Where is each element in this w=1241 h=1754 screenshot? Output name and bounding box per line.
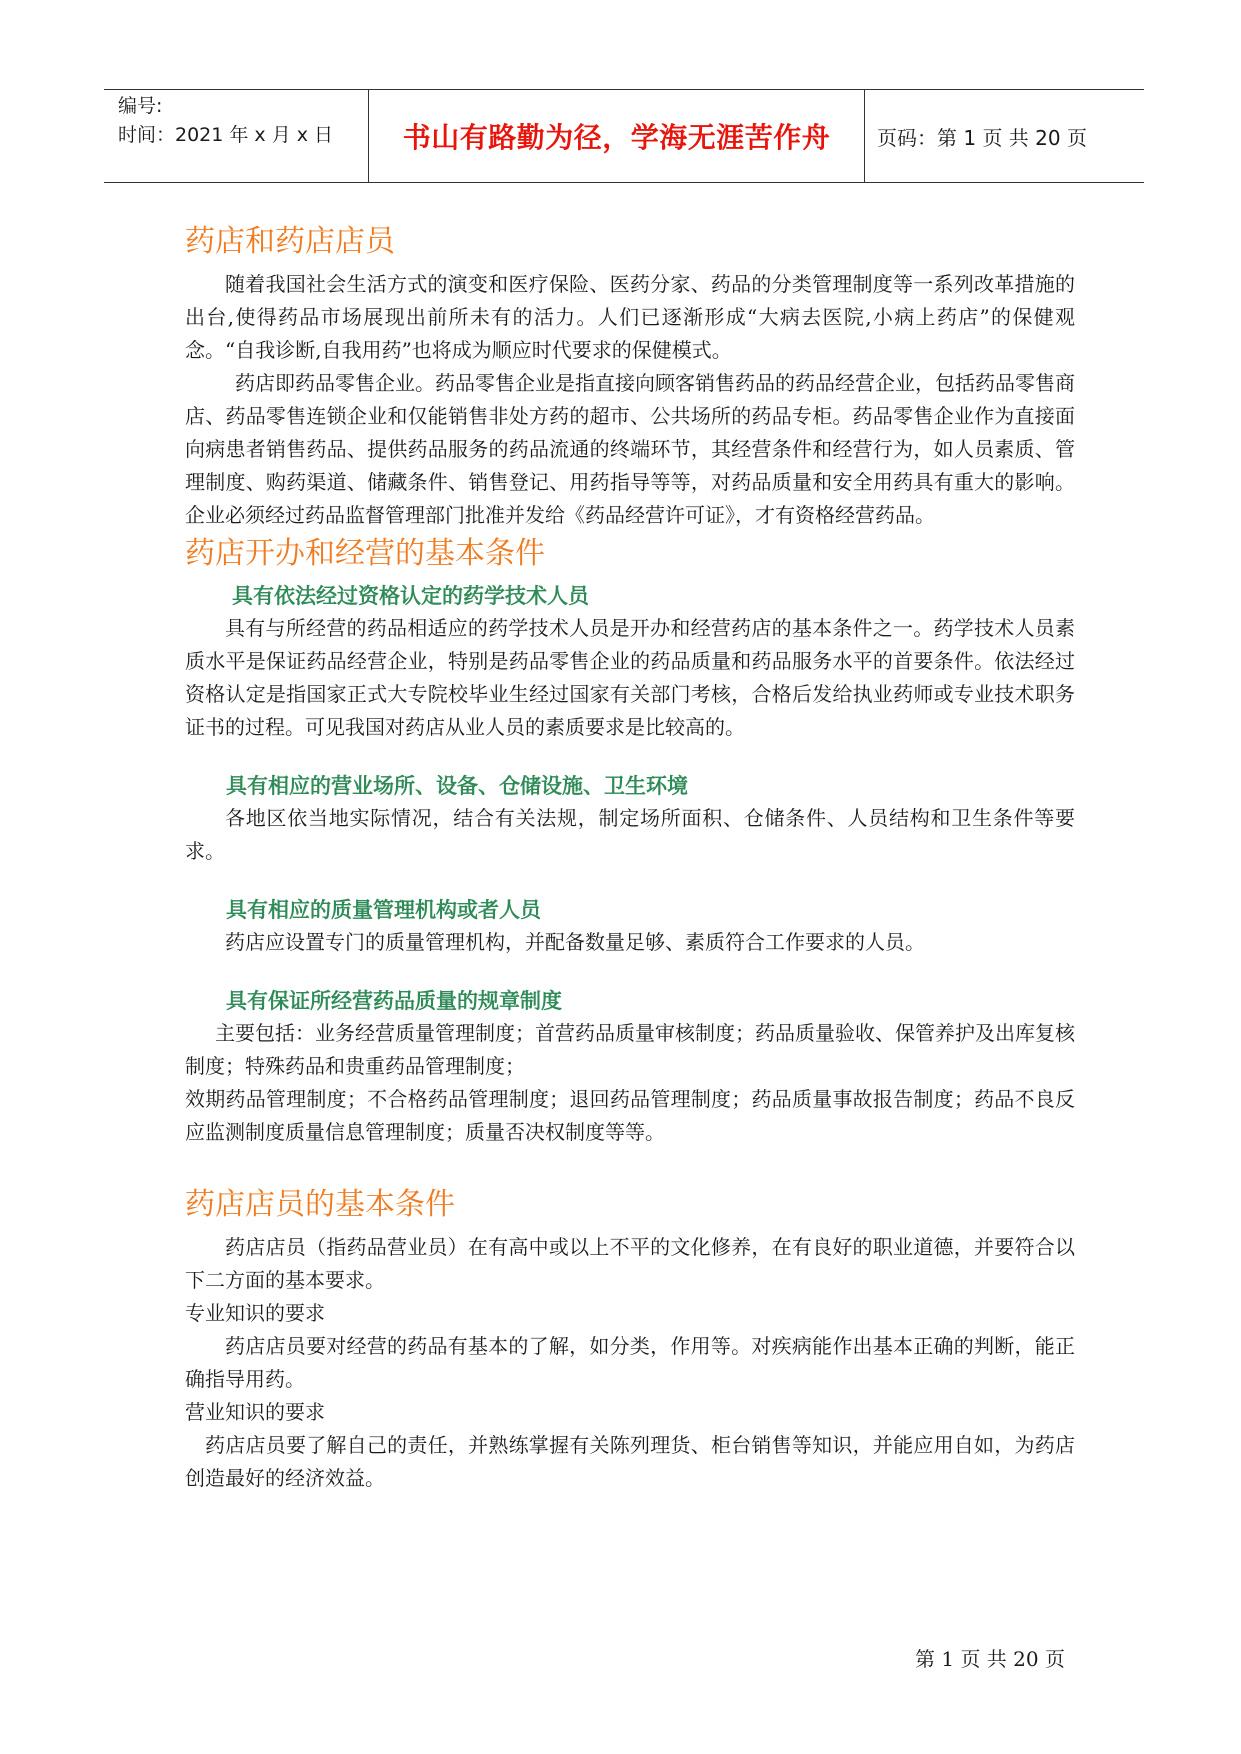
paragraph: 各地区依当地实际情况，结合有关法规，制定场所面积、仓储条件、人员结构和卫生条件等要求。 <box>185 806 1075 863</box>
label-professional: 专业知识的要求 <box>185 1301 325 1325</box>
section-title-staff: 药店店员的基本条件 <box>185 1187 455 1222</box>
paragraph: 具有与所经营的药品相适应的药学技术人员是开办和经营药店的基本条件之一。药学技术人员素质水平是保证药品经营企业，特别是药品零售企业的药品质量和药品服务水平的首要条件。依法经过资格认定是指国家正式大专院校毕业生经过国家有关部门考核，合格后发给执业药师或专业技术职务证书的过程。可见我国对药店从业人员的素质要求是比较高的。 <box>185 616 1075 739</box>
header-left-cell <box>104 90 369 182</box>
paragraph: 药店即药品零售企业。药品零售企业是指直接向顾客销售药品的药品经营企业，包括药品零售商店、药品零售连锁企业和仅能销售非处方药的超市、公共场所的药品专柜。药品零售企业作为直接面向病患者销售药品、提供药品服务的药品流通的终端环节，其经营条件和经营行为，如人员素质、管理制度、购药渠道、储藏条件、销售登记、用药指导等等，对药品质量和安全用药具有重大的影响。企业必须经过药品监督管理部门批准并发给《药品经营许可证》，才有资格经营药品。 <box>185 371 1075 527</box>
header-page-cell <box>865 90 1144 182</box>
paragraph: 随着我国社会生活方式的演变和医疗保险、医药分家、药品的分类管理制度等一系列改革措施的出台,使得药品市场展现出前所未有的活力。人们已逐渐形成“大病去医院,小病上药店”的保健观念。“自我诊断,自我用药”也将成为顺应时代要求的保健模式。 <box>185 272 1075 362</box>
paragraph: 药店店员要了解自己的责任，并熟练掌握有关陈列理货、柜台销售等知识，并能应用自如，为药店创造最好的经济效益。 <box>185 1433 1075 1490</box>
paragraph: 主要包括：业务经营质量管理制度；首营药品质量审核制度；药品质量验收、保管养护及出库复核制度；特殊药品和贵重药品管理制度； <box>185 1021 1075 1078</box>
document-body <box>185 222 1075 1495</box>
time-label: 时间：2021 年 x 月 x 日 <box>118 124 334 146</box>
label-business: 营业知识的要求 <box>185 1400 325 1424</box>
paragraph: 药店店员（指药品营业员）在有高中或以上不平的文化修养，在有良好的职业道德，并要符合以下二方面的基本要求。 <box>185 1235 1075 1292</box>
page-header <box>104 89 1144 183</box>
section-title-conditions: 药店开办和经营的基本条件 <box>185 536 545 571</box>
page-label: 页码：第 1 页 共 20 页 <box>877 125 1087 150</box>
subheading: 具有依法经过资格认定的药学技术人员 <box>232 583 589 608</box>
page-footer: 第 1 页 共 20 页 <box>915 1647 1065 1671</box>
paragraph: 药店应设置专门的质量管理机构，并配备数量足够、素质符合工作要求的人员。 <box>225 930 925 954</box>
paragraph: 效期药品管理制度；不合格药品管理制度；退回药品管理制度；药品质量事故报告制度；药品不良反应监测制度质量信息管理制度；质量否决权制度等等。 <box>185 1087 1075 1144</box>
motto: 书山有路勤为径，学海无涯苦作舟 <box>402 121 831 154</box>
serial-label: 编号: <box>118 95 163 117</box>
header-motto-cell <box>369 90 865 182</box>
subheading: 具有保证所经营药品质量的规章制度 <box>226 988 562 1013</box>
section-title-pharmacy: 药店和药店店员 <box>185 224 395 259</box>
subheading: 具有相应的质量管理机构或者人员 <box>226 897 541 922</box>
paragraph: 药店店员要对经营的药品有基本的了解，如分类，作用等。对疾病能作出基本正确的判断，能正确指导用药。 <box>185 1334 1075 1391</box>
subheading: 具有相应的营业场所、设备、仓储设施、卫生环境 <box>226 773 688 798</box>
